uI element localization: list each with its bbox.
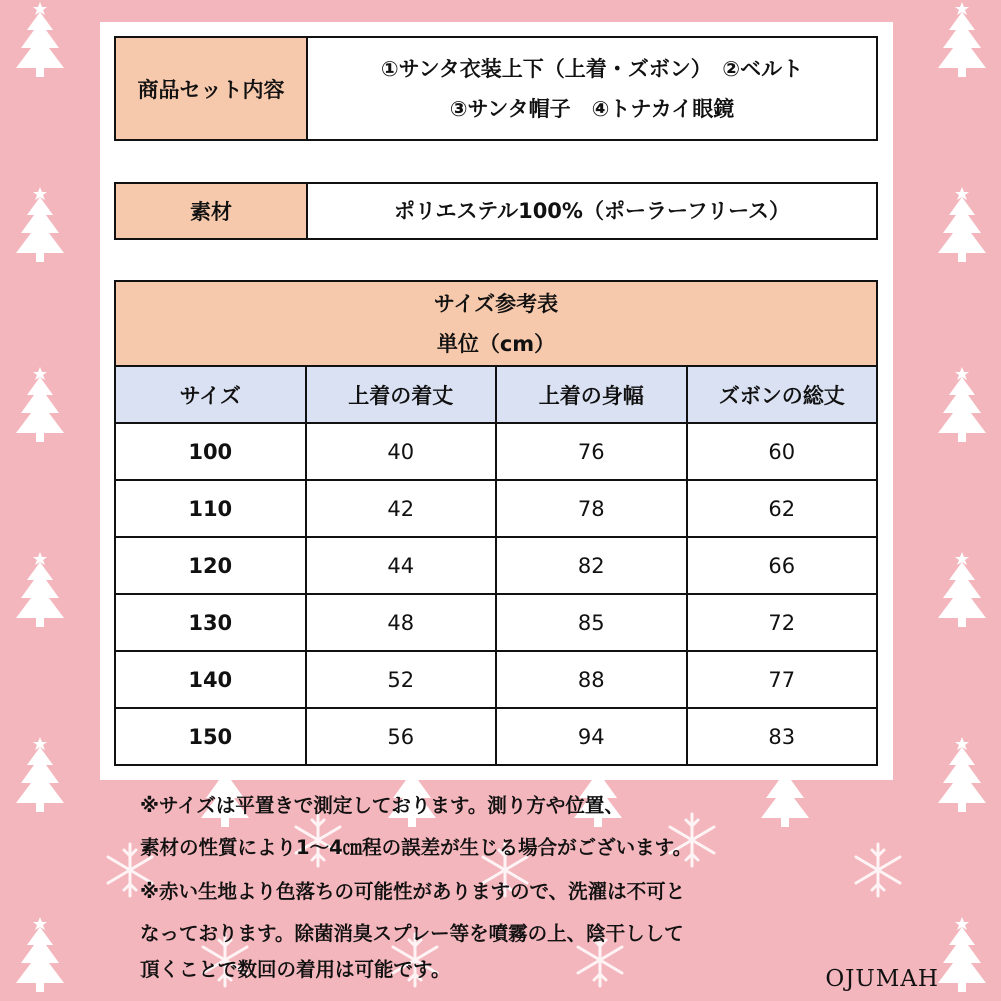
tree-column-left xyxy=(16,2,64,992)
jacket-length-cell: 42 xyxy=(306,480,497,537)
set-contents-value xyxy=(307,37,877,140)
note-line-1: ※サイズは平置きで測定しております。測り方や位置、 xyxy=(140,794,624,817)
brand-logo: OJUMAH xyxy=(825,966,939,992)
material-label: 素材 xyxy=(115,183,307,239)
jacket-width-cell: 82 xyxy=(496,537,687,594)
size-cell: 130 xyxy=(115,594,306,651)
size-cell: 120 xyxy=(115,537,306,594)
pants-length-cell: 83 xyxy=(687,708,878,765)
jacket-width-cell: 76 xyxy=(496,423,687,480)
size-cell: 110 xyxy=(115,480,306,537)
note-line-4: なっております。除菌消臭スプレー等を噴霧の上、陰干しして xyxy=(140,922,684,945)
jacket-length-cell: 48 xyxy=(306,594,497,651)
header-jacket-width: 上着の身幅 xyxy=(496,366,687,423)
note-line-2: 素材の性質により1〜4㎝程の誤差が生じる場合がございます。 xyxy=(140,836,693,859)
table-row xyxy=(115,480,877,537)
set-contents-line-1: ①サンタ衣装上下（上着・ズボン） ②ベルト xyxy=(380,56,804,81)
size-table-header-row xyxy=(115,366,877,423)
set-contents-label: 商品セット内容 xyxy=(115,37,307,140)
header-size: サイズ xyxy=(115,366,306,423)
material-table xyxy=(114,182,878,240)
size-cell: 100 xyxy=(115,423,306,480)
jacket-width-cell: 94 xyxy=(496,708,687,765)
size-table-title-cell xyxy=(115,281,877,366)
pants-length-cell: 66 xyxy=(687,537,878,594)
pants-length-cell: 60 xyxy=(687,423,878,480)
note-line-3: ※赤い生地より色落ちの可能性がありますので、洗濯は不可と xyxy=(140,880,686,903)
tree-column-right xyxy=(938,2,986,992)
size-cell: 150 xyxy=(115,708,306,765)
jacket-length-cell: 44 xyxy=(306,537,497,594)
jacket-length-cell: 52 xyxy=(306,651,497,708)
jacket-length-cell: 56 xyxy=(306,708,497,765)
table-row xyxy=(115,708,877,765)
set-contents-table xyxy=(114,36,878,141)
size-table-title: サイズ参考表 xyxy=(433,291,559,316)
header-pants-length: ズボンの総丈 xyxy=(687,366,878,423)
table-row xyxy=(115,594,877,651)
pants-length-cell: 77 xyxy=(687,651,878,708)
table-row xyxy=(115,423,877,480)
table-row xyxy=(115,537,877,594)
jacket-width-cell: 78 xyxy=(496,480,687,537)
jacket-width-cell: 88 xyxy=(496,651,687,708)
jacket-width-cell: 85 xyxy=(496,594,687,651)
set-contents-line-2: ③サンタ帽子 ④トナカイ眼鏡 xyxy=(449,96,735,121)
size-table xyxy=(114,280,878,766)
pants-length-cell: 72 xyxy=(687,594,878,651)
size-cell: 140 xyxy=(115,651,306,708)
jacket-length-cell: 40 xyxy=(306,423,497,480)
material-value: ポリエステル100%（ポーラーフリース） xyxy=(307,183,877,239)
size-table-unit: 単位（cm） xyxy=(436,331,556,356)
pants-length-cell: 62 xyxy=(687,480,878,537)
header-jacket-length: 上着の着丈 xyxy=(306,366,497,423)
table-row xyxy=(115,651,877,708)
note-line-5: 頂くことで数回の着用は可能です。 xyxy=(140,958,451,981)
